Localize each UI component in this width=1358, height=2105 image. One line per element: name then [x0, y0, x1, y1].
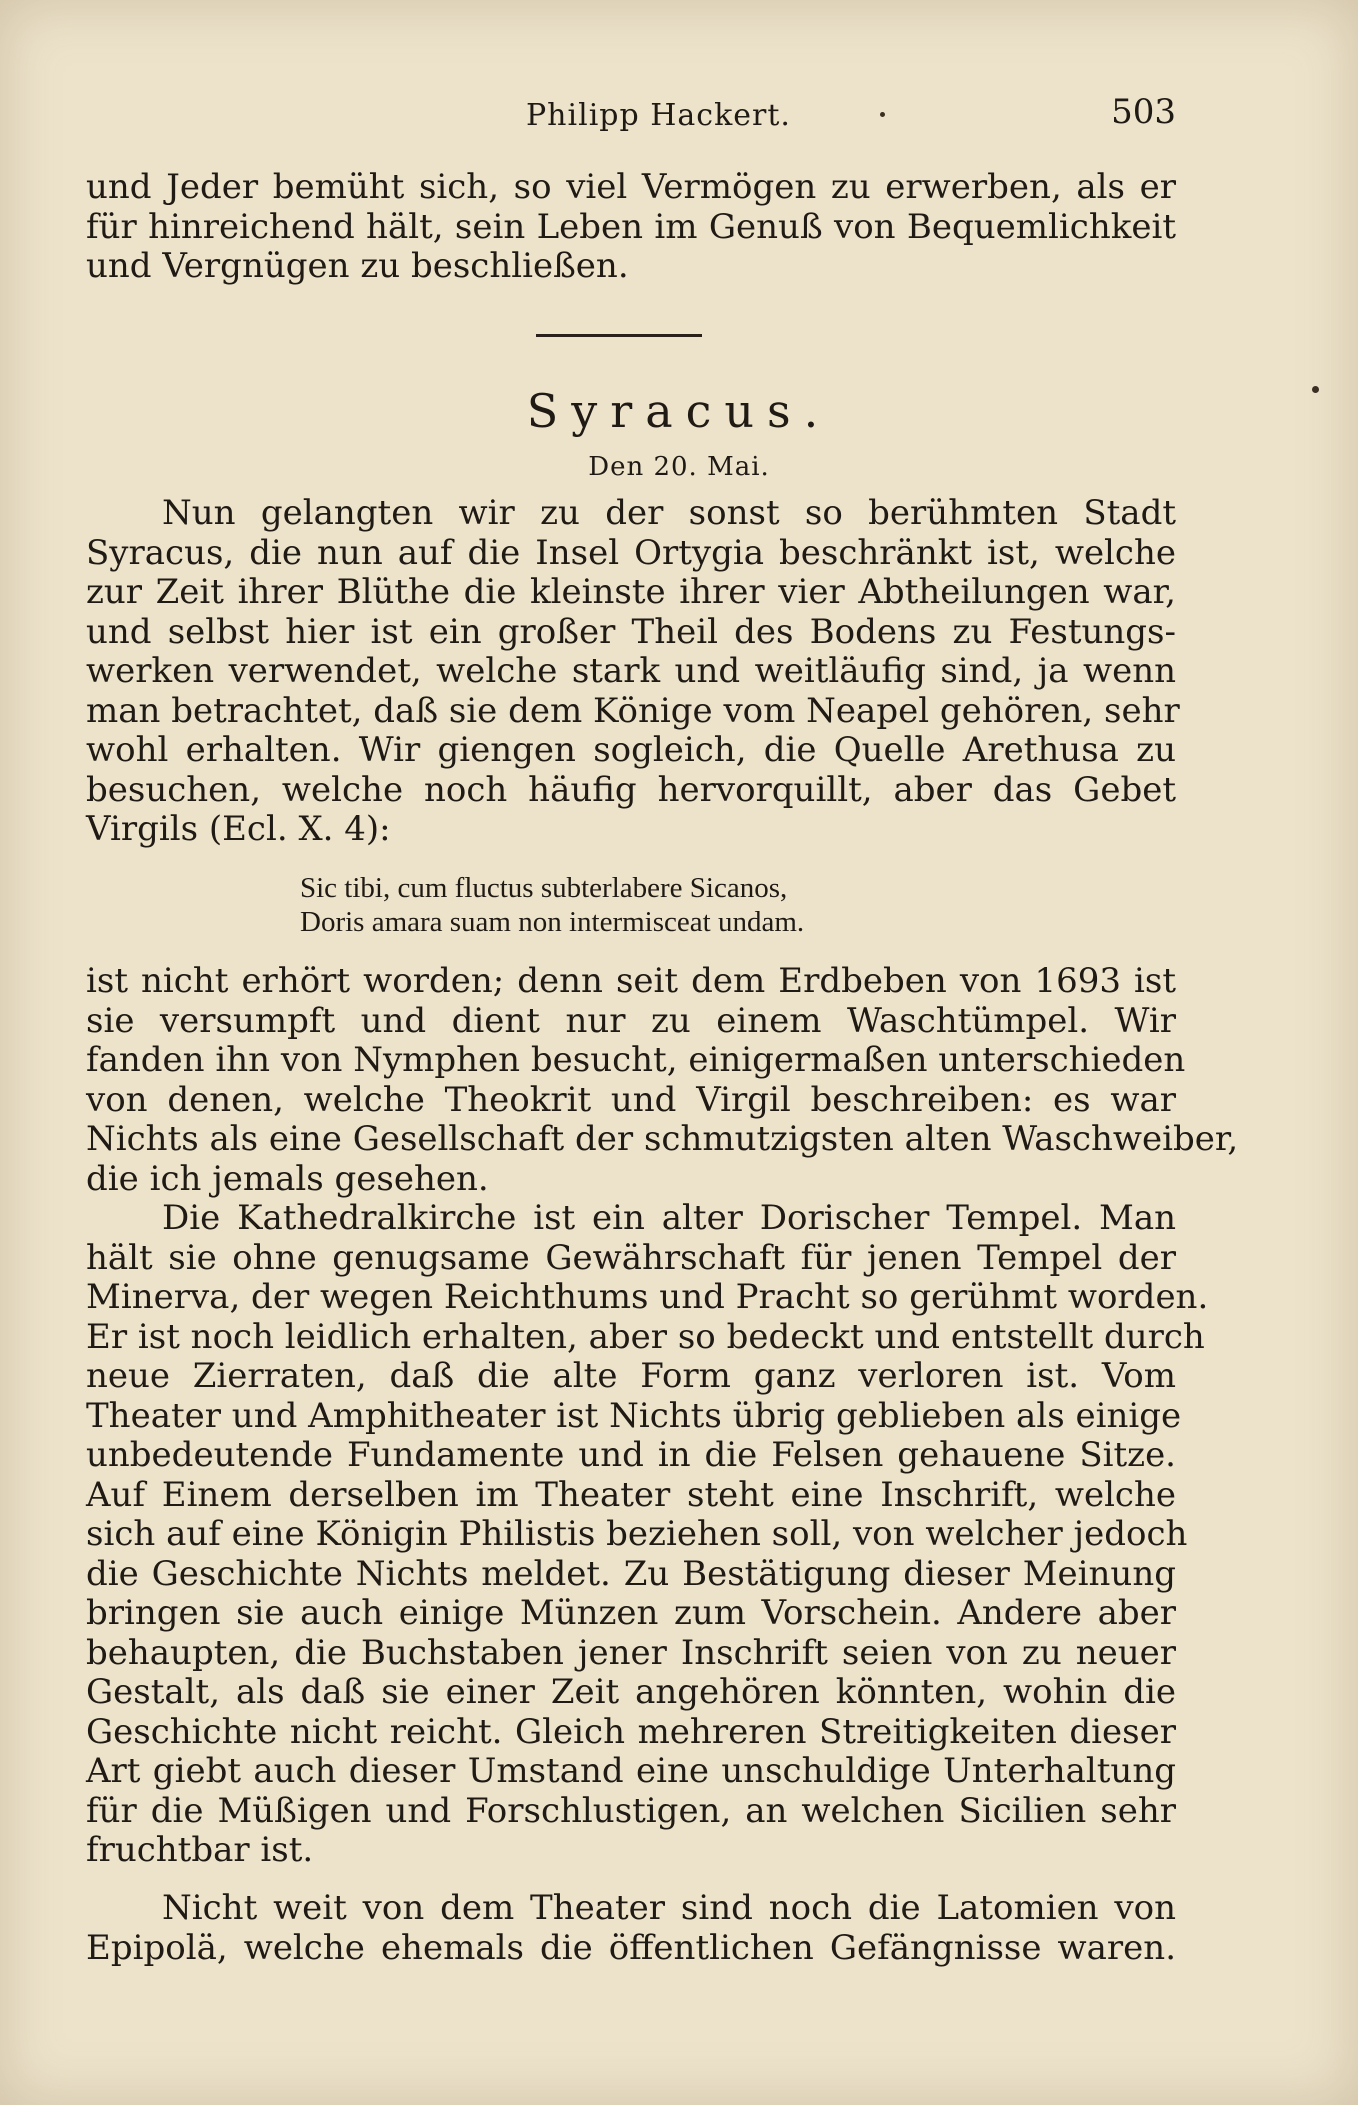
- text-line: Die Kathedralkirche ist ein alter Dorischer Tempel. Man: [162, 1198, 1176, 1238]
- text-line: die ich jemals gesehen.: [86, 1158, 489, 1199]
- text-line: Nun gelangten wir zu der sonst so berühmten Stadt: [162, 493, 1176, 533]
- text-line: Minerva, der wegen Reichthums und Pracht so gerühmt worden.: [86, 1277, 1209, 1317]
- text-line: sie versumpft und dient nur zu einem Waschtümpel. Wir: [86, 1000, 1176, 1041]
- paper-speck: [1312, 386, 1319, 393]
- text-line: Er ist noch leidlich erhalten, aber so bedeckt und entstellt durch: [86, 1316, 1205, 1357]
- paper-speck: [880, 112, 885, 117]
- text-line: Virgils (Ecl. X. 4):: [86, 809, 391, 849]
- text-line: Auf Einem derselben im Theater steht eine Inschrift, welche: [86, 1474, 1176, 1515]
- text-line: behaupten, die Buchstaben jener Inschrift seien von zu neuer: [86, 1632, 1176, 1673]
- paragraph-2: [86, 961, 1239, 1199]
- text-line: und Vergnügen zu beschließen.: [86, 246, 629, 286]
- text-line: Epipolä, welche ehemals die öffentlichen Gefängnisse waren.: [86, 1927, 1176, 1968]
- text-line: wohl erhalten. Wir giengen sogleich, die Quelle Arethusa zu: [86, 730, 1176, 770]
- running-title: Philipp Hackert.: [526, 98, 791, 133]
- text-line: hält sie ohne genugsame Gewährschaft für jenen Tempel der: [86, 1237, 1176, 1278]
- latin-quote: [300, 871, 804, 939]
- text-line: Nicht weit von dem Theater sind noch die Latomien von: [162, 1888, 1176, 1928]
- text-line: Geschichte nicht reicht. Gleich mehreren Streitigkeiten dieser: [86, 1711, 1176, 1752]
- text-line: und Jeder bemüht sich, so viel Vermögen zu erwerben, als er: [86, 167, 1176, 207]
- paragraph-3: [86, 1198, 1209, 1871]
- text-line: fruchtbar ist.: [86, 1830, 314, 1870]
- text-line: Art giebt auch dieser Umstand eine unschuldige Unterhaltung: [86, 1751, 1176, 1791]
- text-line: Nichts als eine Gesellschaft der schmutzigsten alten Waschweiber,: [86, 1119, 1239, 1159]
- text-line: Syracus, die nun auf die Insel Ortygia beschränkt ist, welche: [86, 532, 1176, 573]
- text-line: unbedeutende Fundamente und in die Felsen gehauene Sitze.: [86, 1435, 1176, 1475]
- text-line: werken verwendet, welche stark und weitläufig sind, ja wenn: [86, 651, 1176, 691]
- section-date: Den 20. Mai.: [588, 452, 770, 482]
- paragraph-1: [86, 493, 1180, 850]
- text-line: sich auf eine Königin Philistis beziehen soll, von welcher jedoch: [86, 1514, 1188, 1554]
- text-line: bringen sie auch einige Münzen zum Vorschein. Andere aber: [86, 1593, 1176, 1633]
- text-line: für hinreichend hält, sein Leben im Genuß von Bequemlichkeit: [86, 206, 1176, 247]
- section-divider: [536, 334, 702, 337]
- quote-line: Sic tibi, cum fluctus subterlabere Sicanos,: [300, 872, 788, 904]
- text-line: neue Zierraten, daß die alte Form ganz verloren ist. Vom: [86, 1356, 1176, 1396]
- text-line: die Geschichte Nichts meldet. Zu Bestätigung dieser Meinung: [86, 1553, 1176, 1594]
- page-header: [86, 92, 1176, 142]
- page-number: 503: [1111, 92, 1176, 132]
- text-line: und selbst hier ist ein großer Theil des Bodens zu Festungs-: [86, 611, 1176, 652]
- text-line: Gestalt, als daß sie einer Zeit angehören könnten, wohin die: [86, 1672, 1176, 1712]
- quote-line: Doris amara suam non intermisceat undam.: [300, 906, 805, 938]
- intro-paragraph: [86, 168, 1176, 287]
- text-line: von denen, welche Theokrit und Virgil beschreiben: es war: [86, 1079, 1176, 1120]
- text-line: besuchen, welche noch häufig hervorquillt, aber das Gebet: [86, 769, 1176, 810]
- paragraph-4: [86, 1889, 1176, 1968]
- text-line: zur Zeit ihrer Blüthe die kleinste ihrer vier Abtheilungen war,: [86, 572, 1176, 612]
- text-line: ist nicht erhört worden; denn seit dem Erdbeben von 1693 ist: [86, 961, 1176, 1001]
- text-line: Theater und Amphitheater ist Nichts übrig geblieben als einige: [86, 1395, 1182, 1436]
- section-title: Syracus.: [526, 384, 832, 438]
- text-line: man betrachtet, daß sie dem Könige vom Neapel gehören, sehr: [86, 690, 1180, 731]
- text-line: für die Müßigen und Forschlustigen, an welchen Sicilien sehr: [86, 1790, 1176, 1831]
- text-line: fanden ihn von Nymphen besucht, einigermaßen unterschieden: [86, 1040, 1186, 1080]
